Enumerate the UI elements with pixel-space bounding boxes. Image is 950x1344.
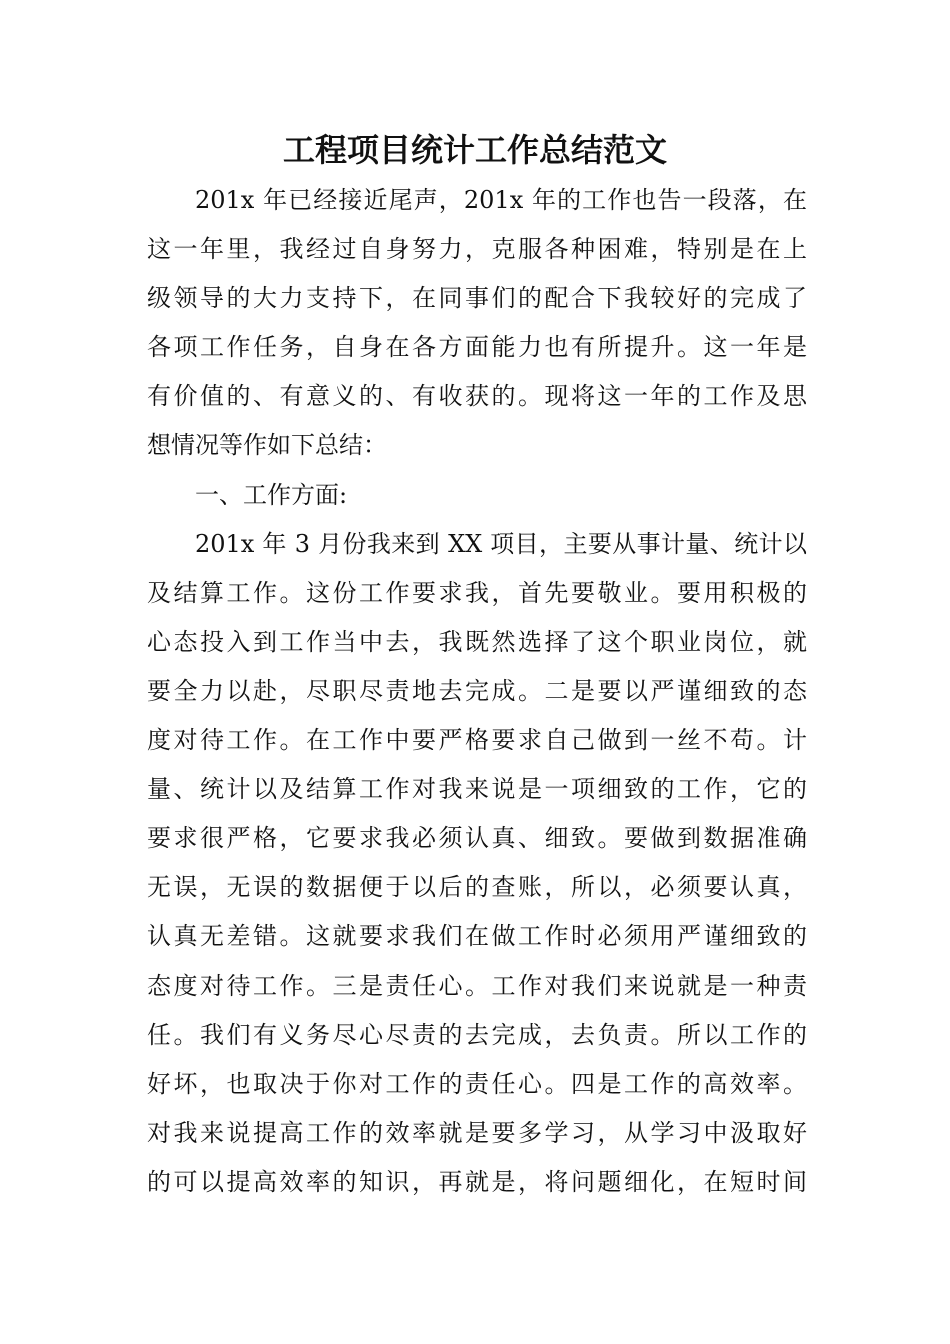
body-line: 度对待工作。在工作中要严格要求自己做到一丝不苟。计 xyxy=(147,726,807,755)
body-line: 及结算工作。这份工作要求我，首先要敬业。要用积极的 xyxy=(147,578,807,607)
body-line: 任。我们有义务尽心尽责的去完成，去负责。所以工作的 xyxy=(147,1020,807,1049)
body-line: 要求很严格，它要求我必须认真、细致。要做到数据准确 xyxy=(147,824,807,853)
body-line: 认真无差错。这就要求我们在做工作时必须用严谨细致的 xyxy=(147,922,807,951)
body-line: 心态投入到工作当中去，我既然选择了这个职业岗位，就 xyxy=(147,627,807,656)
body-line: 各项工作任务，自身在各方面能力也有所提升。这一年是 xyxy=(147,333,807,362)
body-line: 201x 年已经接近尾声，201x 年的工作也告一段落，在 xyxy=(195,186,807,214)
body-line: 好坏，也取决于你对工作的责任心。四是工作的高效率。 xyxy=(147,1069,807,1098)
document-body xyxy=(147,176,807,1207)
body-line: 量、统计以及结算工作对我来说是一项细致的工作，它的 xyxy=(147,775,807,804)
body-line: 对我来说提高工作的效率就是要多学习，从学习中汲取好 xyxy=(147,1118,807,1147)
body-line: 一、工作方面: xyxy=(195,480,348,509)
body-line: 无误，无误的数据便于以后的查账，所以，必须要认真， xyxy=(147,873,807,902)
document-title: 工程项目统计工作总结范文 xyxy=(282,131,667,169)
body-line: 态度对待工作。三是责任心。工作对我们来说就是一种责 xyxy=(147,971,807,1000)
body-line: 有价值的、有意义的、有收获的。现将这一年的工作及思 xyxy=(147,382,807,411)
body-line: 要全力以赴，尽职尽责地去完成。二是要以严谨细致的态 xyxy=(147,676,807,705)
body-line: 201x 年 3 月份我来到 XX 项目，主要从事计量、统计以 xyxy=(195,529,807,558)
body-line: 这一年里，我经过自身努力，克服各种困难，特别是在上 xyxy=(147,235,807,264)
body-line: 级领导的大力支持下，在同事们的配合下我较好的完成了 xyxy=(147,284,807,313)
body-line: 想情况等作如下总结： xyxy=(147,431,387,460)
body-line: 的可以提高效率的知识，再就是，将问题细化，在短时间 xyxy=(147,1167,807,1196)
